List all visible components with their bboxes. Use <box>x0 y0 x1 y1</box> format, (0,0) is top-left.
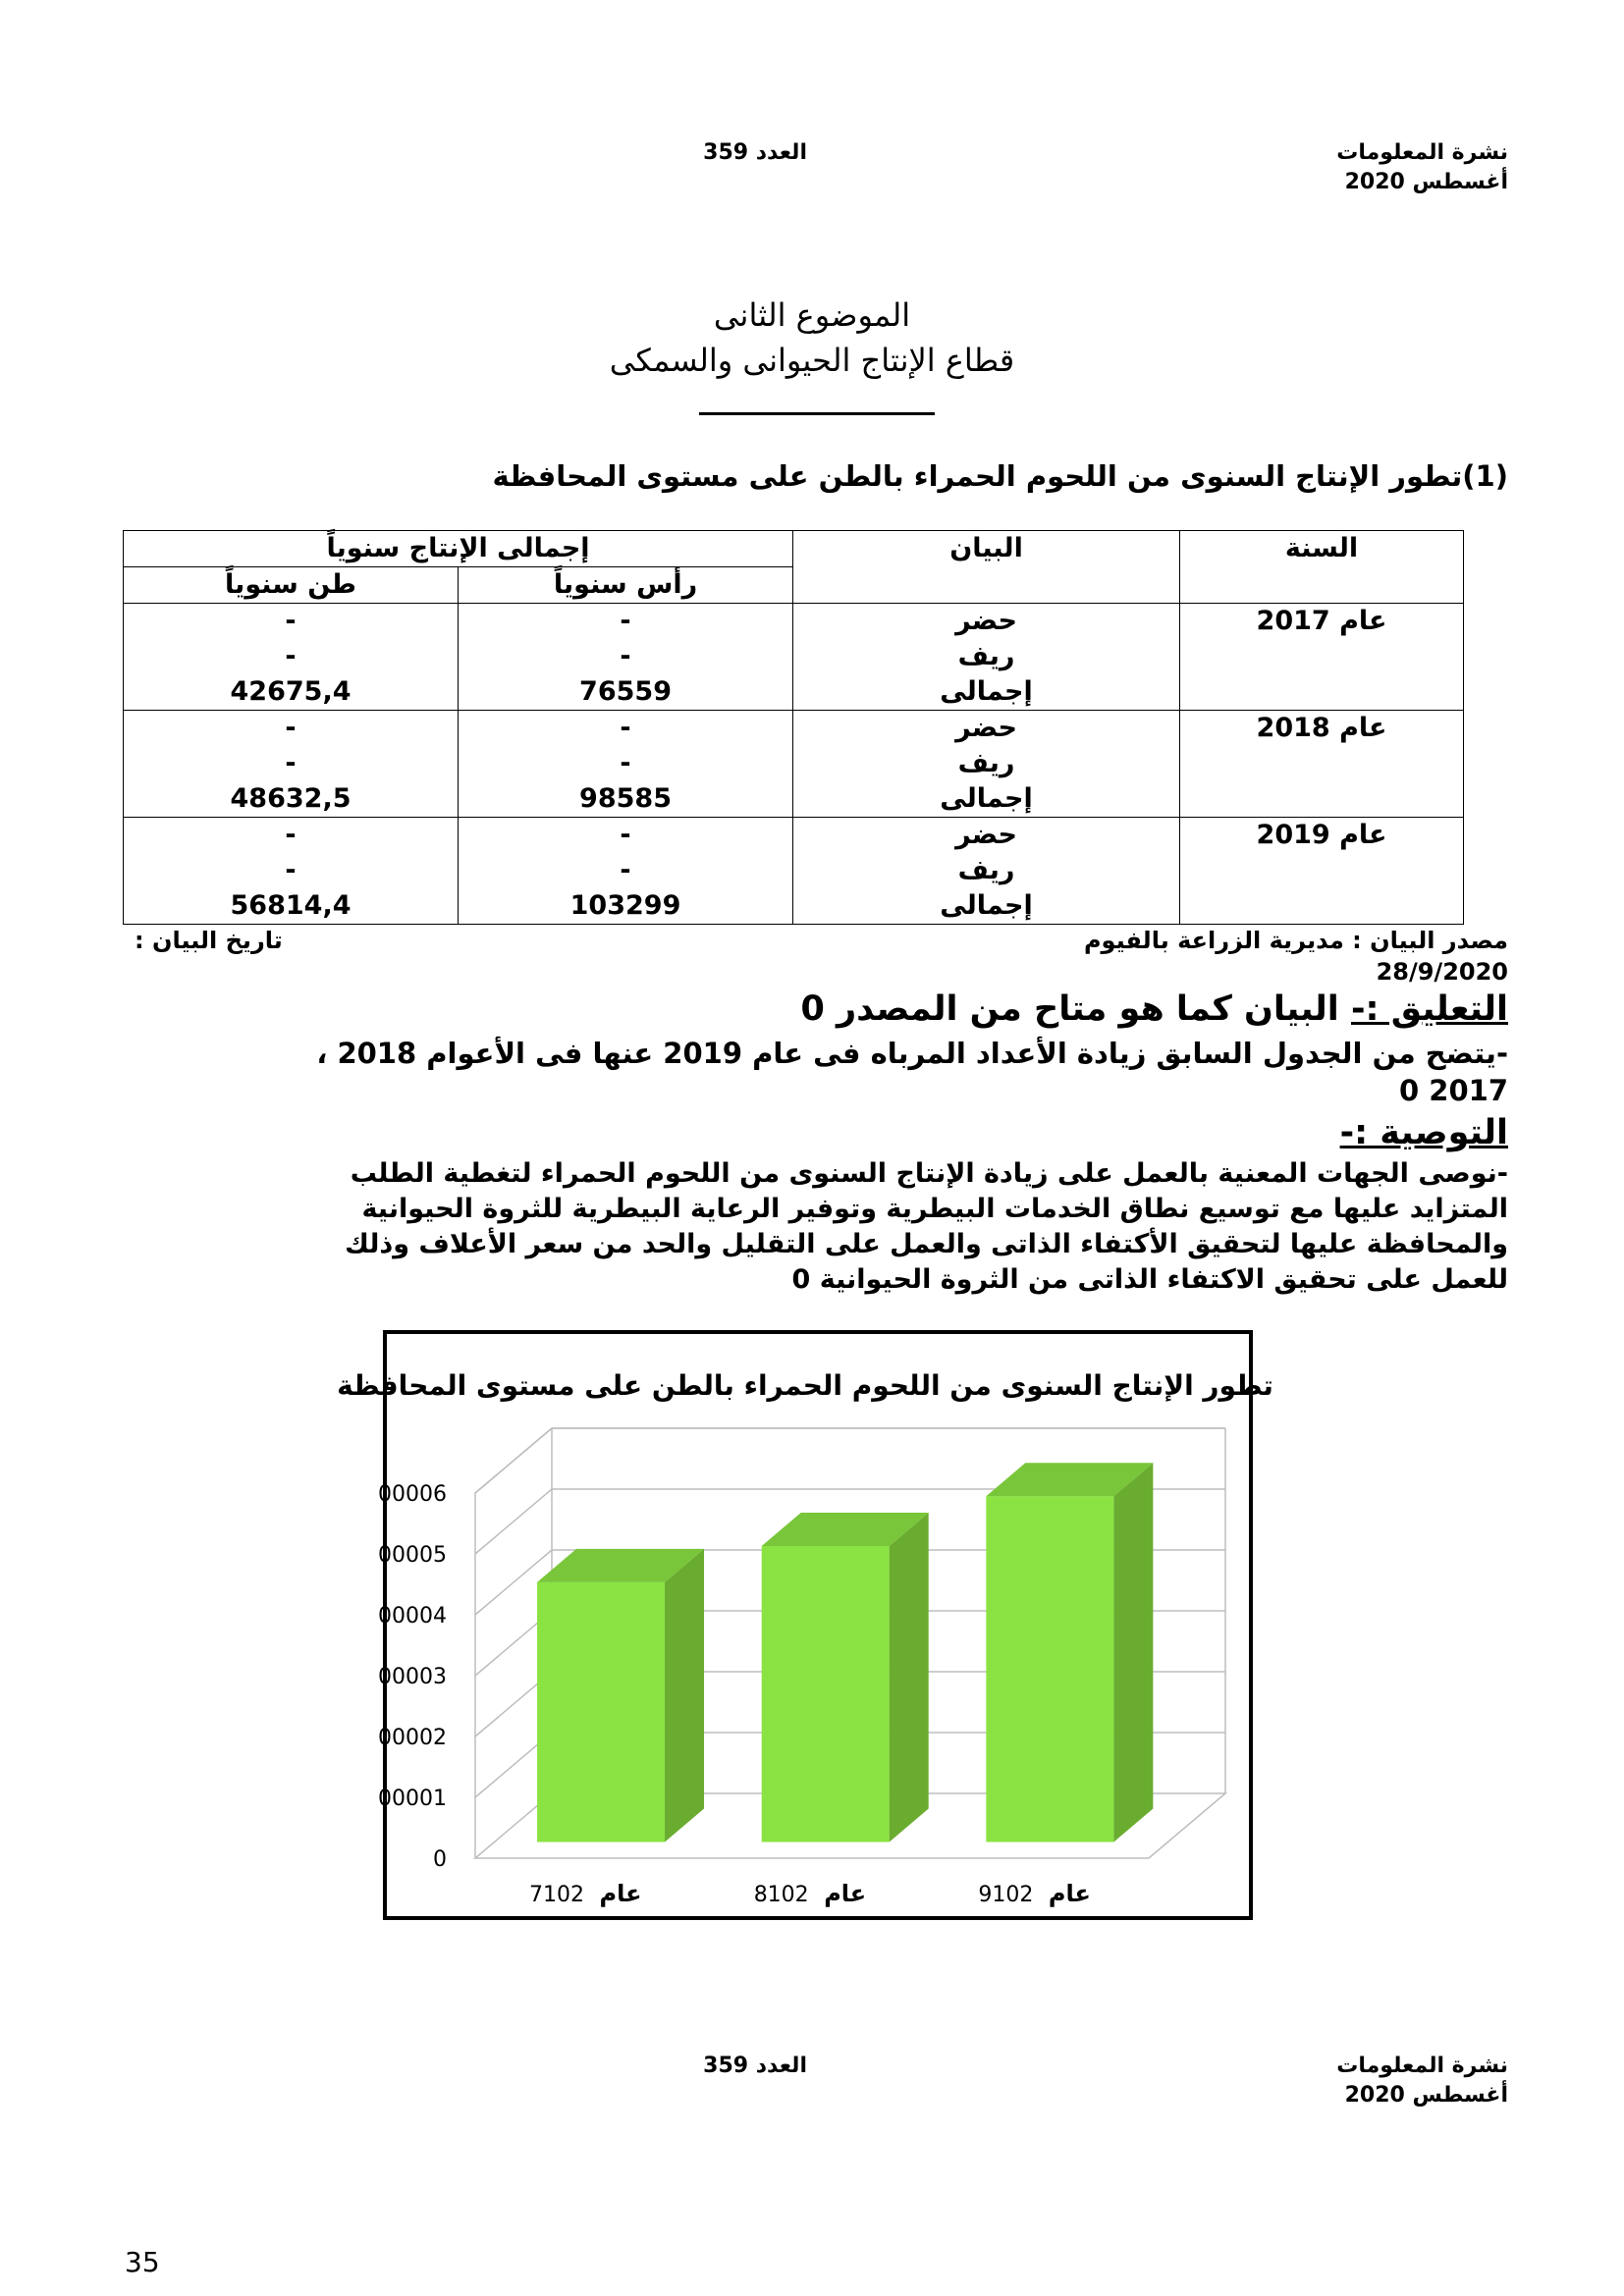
topic-heading: الموضوع الثانى <box>713 296 911 334</box>
y-tick-label: 00003 <box>378 1665 447 1689</box>
row-year: عام 2017 <box>1180 604 1464 711</box>
comment-text: البيان كما هو متاح من المصدر 0 <box>800 989 1351 1029</box>
chart-bars <box>537 1463 1153 1842</box>
recommendation-line: للعمل على تحقيق الاكتفاء الذاتى من الثروة الحيوانية 0 <box>791 1264 1508 1295</box>
header-tons: طن سنوياً <box>124 567 459 604</box>
data-source: مصدر البيان : مديرية الزراعة بالفيوم <box>1083 927 1508 954</box>
y-tick-label: 00005 <box>378 1543 447 1568</box>
chart-bar-side <box>1113 1463 1153 1842</box>
label-rural: ريف <box>957 855 1015 885</box>
label-urban: حضر <box>955 713 1017 743</box>
tons-total: 56814,4 <box>230 890 352 921</box>
heads-urban: - <box>620 820 631 850</box>
recommendation-heading: التوصية :- <box>1339 1113 1508 1152</box>
x-tick-label: 8102 <box>753 1883 809 1907</box>
comment-line-1: -يتضح من الجدول السابق زيادة الأعداد المرباه فى عام 2019 عنها فى الأعوام 2018 ، <box>316 1037 1508 1070</box>
heads-urban: - <box>620 713 631 743</box>
y-tick-label: 0 <box>433 1847 447 1872</box>
y-tick-label: 00002 <box>378 1726 447 1750</box>
heads-rural: - <box>620 855 631 885</box>
label-rural: ريف <box>957 641 1015 671</box>
x-tick-label: عام <box>1048 1880 1091 1907</box>
header-heads: رأس سنوياً <box>459 567 793 604</box>
chart-bar <box>986 1496 1113 1842</box>
label-urban: حضر <box>955 820 1017 850</box>
label-urban: حضر <box>955 606 1017 636</box>
heads-total: 103299 <box>569 890 681 921</box>
header-total: إجمالى الإنتاج سنوياً <box>124 531 793 567</box>
tons-rural: - <box>285 748 297 778</box>
comment-label: التعليق :- <box>1350 989 1508 1029</box>
heads-rural: - <box>620 641 631 671</box>
tons-urban: - <box>285 820 297 850</box>
footer-date: أغسطس 2020 <box>1344 2083 1508 2108</box>
chart-title: تطور الإنتاج السنوى من اللحوم الحمراء بالطن على مستوى المحافظة <box>337 1369 1273 1402</box>
chart-x-axis <box>529 1880 1091 1907</box>
header-date: أغسطس 2020 <box>1344 170 1508 194</box>
header-year: السنة <box>1180 531 1464 604</box>
chart-y-axis <box>378 1482 447 1872</box>
header-statement: البيان <box>793 531 1180 604</box>
row-year: عام 2018 <box>1180 711 1464 818</box>
tons-urban: - <box>285 606 297 636</box>
heads-total: 98585 <box>579 783 672 814</box>
label-rural: ريف <box>957 748 1015 778</box>
recommendation-line: والمحافظة عليها لتحقيق الأكتفاء الذاتى والعمل على التقليل والحد من سعر الأعلاف وذلك <box>345 1229 1508 1259</box>
chart-bar <box>537 1582 665 1842</box>
heads-urban: - <box>620 606 631 636</box>
comment-line-2: 2017 0 <box>1398 1074 1508 1107</box>
y-tick-label: 00004 <box>378 1604 447 1629</box>
tons-urban: - <box>285 713 297 743</box>
source-date: 28/9/2020 <box>1376 958 1508 986</box>
label-total: إجمالى <box>940 676 1033 707</box>
label-total: إجمالى <box>940 890 1033 921</box>
chart-bar-side <box>665 1549 704 1842</box>
chart-bar-side <box>890 1513 929 1842</box>
x-tick-label: 7102 <box>529 1883 585 1907</box>
topic-subheading: قطاع الإنتاج الحيوانى والسمكى <box>609 342 1015 379</box>
row-year: عام 2019 <box>1180 818 1464 925</box>
footer-bulletin: نشرة المعلومات <box>1336 2054 1508 2078</box>
header-issue: العدد 359 <box>703 140 807 165</box>
label-total: إجمالى <box>940 783 1033 814</box>
recommendation-line: -نوصى الجهات المعنية بالعمل على زيادة الإنتاج السنوى من اللحوم الحمراء لتغطية الطلب <box>350 1158 1508 1189</box>
x-tick-label: 9102 <box>978 1883 1034 1907</box>
section-title: (1)تطور الإنتاج السنوى من اللحوم الحمراء بالطن على مستوى المحافظة <box>492 459 1508 493</box>
heads-rural: - <box>620 748 631 778</box>
x-tick-label: عام <box>824 1880 867 1907</box>
x-tick-label: عام <box>599 1880 642 1907</box>
page-number: 35 <box>125 2246 160 2278</box>
tons-total: 48632,5 <box>230 783 352 814</box>
y-tick-label: 00001 <box>378 1787 447 1811</box>
footer-issue: العدد 359 <box>703 2054 807 2078</box>
recommendation-line: المتزايد عليها مع توسيع نطاق الخدمات البيطرية وتوفير الرعاية البيطرية للثروة الحيوانية <box>361 1194 1508 1224</box>
tons-rural: - <box>285 641 297 671</box>
data-date-label: تاريخ البيان : <box>135 927 283 954</box>
heads-total: 76559 <box>579 676 672 707</box>
tons-total: 42675,4 <box>230 676 352 707</box>
header-bulletin: نشرة المعلومات <box>1336 140 1508 165</box>
y-tick-label: 00006 <box>378 1482 447 1507</box>
tons-rural: - <box>285 855 297 885</box>
chart-bar <box>762 1546 890 1842</box>
